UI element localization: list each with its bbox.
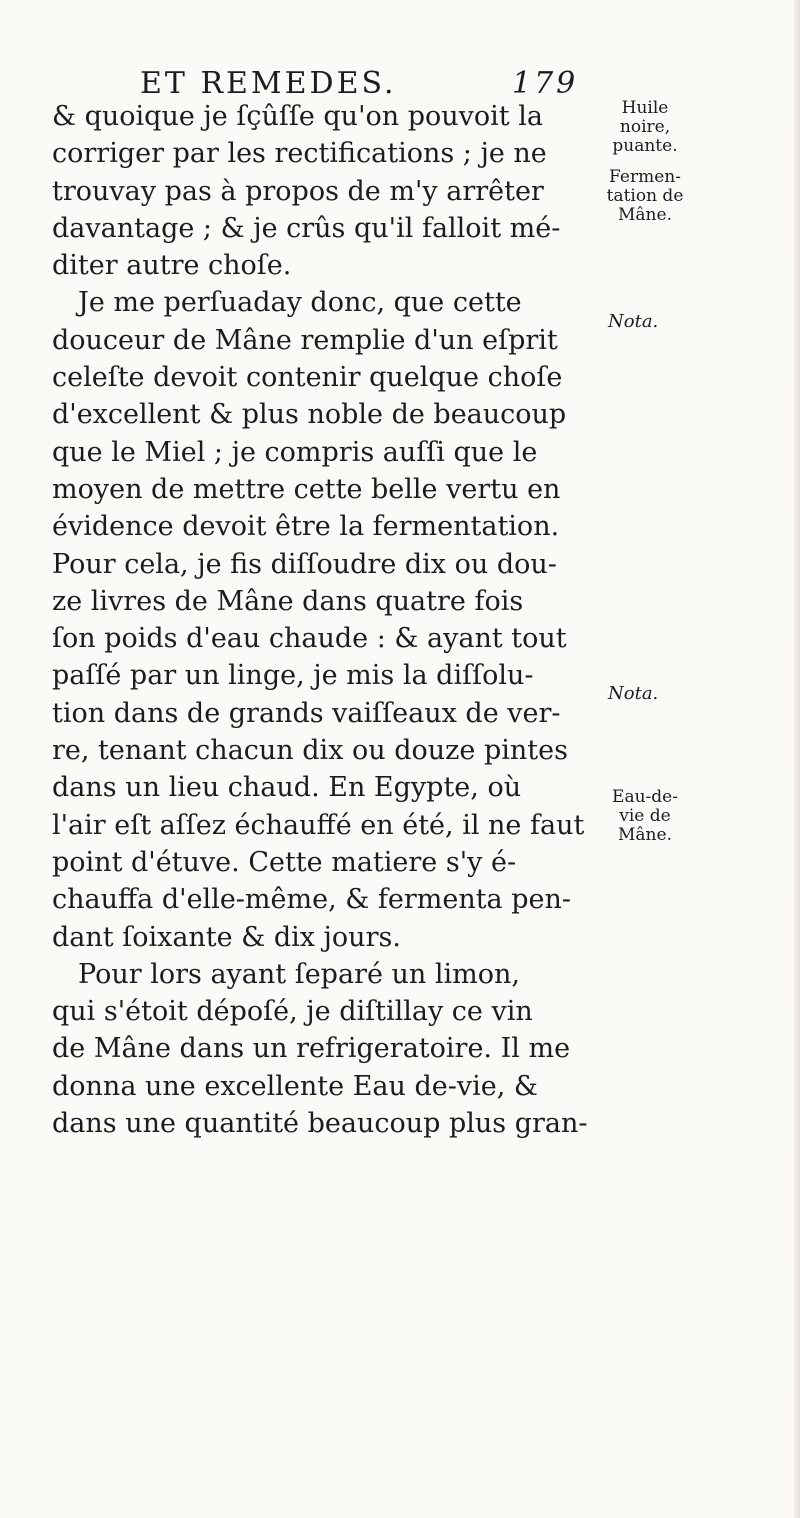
page-edge: [794, 0, 800, 1518]
margin-note-nota: [608, 684, 718, 703]
margin-note-line: tation de: [606, 186, 684, 206]
margin-note-line: Nota.: [608, 311, 659, 332]
text-line: point d'étuve. Cette matiere s'y é-: [52, 846, 517, 878]
margin-note-nota: [608, 312, 718, 331]
text-line: corriger par les rectifications ; je ne: [52, 138, 547, 170]
text-line: & quoique je ſçûſſe qu'on pouvoit la: [52, 101, 543, 132]
margin-note-line: Huile: [621, 98, 669, 118]
text-line: l'air eſt aſſez échauffé en été, il ne faut: [52, 809, 585, 841]
text-line: dans une quantité beaucoup plus gran-: [52, 1108, 588, 1140]
margin-note-huile: [600, 99, 690, 156]
page-number: 179: [512, 66, 579, 101]
body-text: [52, 98, 602, 1142]
margin-note-line: noire,: [619, 117, 671, 137]
text-line: diter autre choſe.: [52, 250, 292, 282]
text-line: trouvay pas à propos de m'y arrêter: [52, 175, 544, 207]
margin-note-eau-de-vie: [600, 788, 690, 845]
margin-note-line: puante.: [612, 136, 678, 156]
text-line: Pour cela, je fis diſſoudre dix ou dou-: [52, 548, 557, 580]
text-line: re, tenant chacun dix ou douze pintes: [52, 735, 568, 767]
text-line: évidence devoit être la fermentation.: [52, 511, 560, 543]
margin-note-fermentation: [600, 168, 690, 225]
text-line: Pour lors ayant ſeparé un limon,: [78, 958, 520, 990]
text-line: chauffa d'elle-même, & fermenta pen-: [52, 884, 572, 916]
text-line: Je me perſuaday donc, que cette: [78, 287, 522, 319]
margin-note-line: Mâne.: [618, 205, 672, 225]
text-line: ſon poids d'eau chaude : & ayant tout: [52, 623, 567, 655]
text-line: d'excellent & plus noble de beaucoup: [52, 399, 567, 431]
text-line: douceur de Mâne remplie d'un eſprit: [52, 324, 558, 356]
margin-note-line: vie de: [619, 806, 671, 826]
text-line: davantage ; & je crûs qu'il falloit mé-: [52, 212, 561, 244]
text-line: paſſé par un linge, je mis la diſſolu-: [52, 660, 534, 692]
margin-note-line: Fermen-: [609, 167, 681, 187]
margin-note-line: Eau-de-: [612, 787, 678, 807]
margin-note-line: Mâne.: [618, 825, 672, 845]
text-line: dant ſoixante & dix jours.: [52, 921, 401, 953]
text-line: celeſte devoit contenir quelque choſe: [52, 362, 563, 394]
margin-note-line: Nota.: [608, 683, 659, 704]
text-line: moyen de mettre cette belle vertu en: [52, 473, 561, 505]
text-line: de Mâne dans un refrigeratoire. Il me: [52, 1033, 571, 1065]
text-line: ze livres de Mâne dans quatre fois: [52, 585, 524, 617]
text-line: dans un lieu chaud. En Egypte, où: [52, 772, 522, 804]
text-line: donna une excellente Eau de-vie, &: [52, 1070, 538, 1102]
text-line: que le Miel ; je compris auſſi que le: [52, 436, 538, 468]
running-title: ET REMEDES.: [140, 66, 397, 101]
text-line: tion dans de grands vaiſſeaux de ver-: [52, 697, 561, 729]
text-line: qui s'étoit dépoſé, je diſtillay ce vin: [52, 996, 533, 1028]
